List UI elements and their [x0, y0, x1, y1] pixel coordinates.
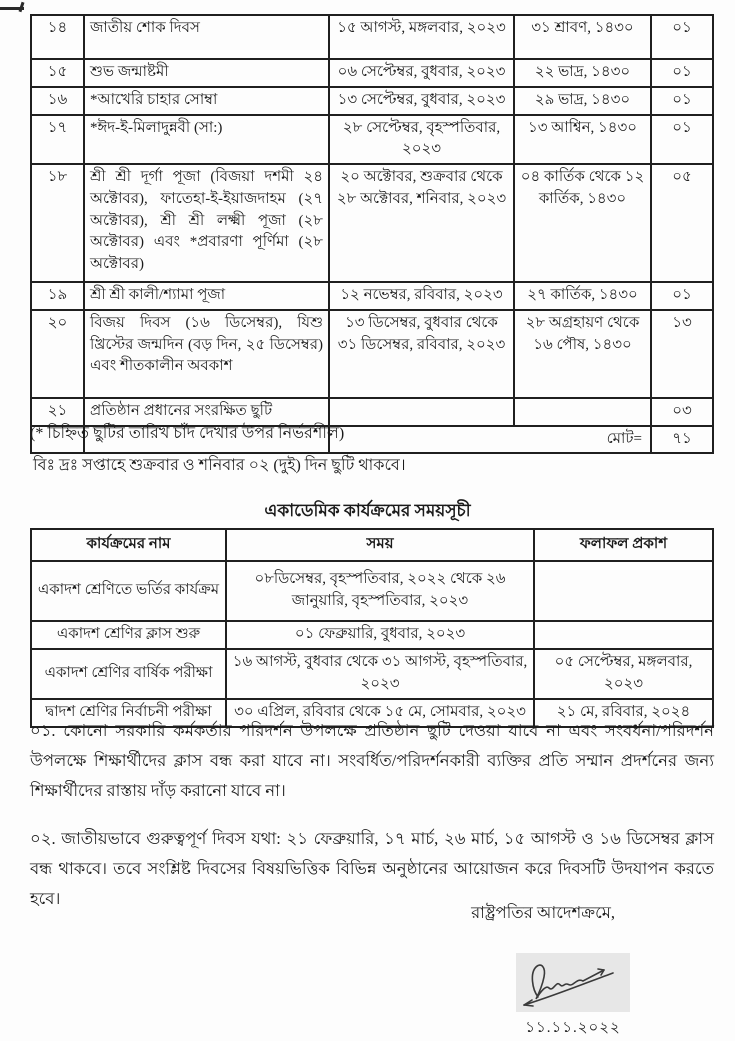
days-count: ০১: [651, 15, 713, 59]
table-row: [31, 59, 713, 87]
days-count: ০৩: [651, 398, 713, 426]
serial-number: ১৮: [31, 164, 84, 282]
table-row: [31, 649, 713, 699]
holiday-name: শ্রী শ্রী কালী/শ্যামা পূজা: [84, 282, 329, 310]
signature-image: [516, 953, 630, 1012]
column-header-name: কার্যক্রমের নাম: [31, 529, 226, 561]
holiday-name: প্রতিষ্ঠান প্রধানের সংরক্ষিত ছুটি: [84, 398, 329, 426]
bangla-date: [514, 398, 651, 426]
serial-number: ১৭: [31, 115, 84, 165]
days-count: ১৩: [651, 310, 713, 398]
notice-paragraph-1: ০১. কোনো সরকারি কর্মকর্তার পরিদর্শন উপলক্ষে প্রতিষ্ঠান ছুটি দেওয়া যাবে না এবং সংবর্ধনা/পরিদর্শন উপলক্ষে শিক্ষার্থীদের ক্লাস বন্ধ করা যাবে না। সংবর্ধিত/পরিদর্শনকারী ব্যক্তির প্রতি সম্মান প্রদর্শনের জন্য শিক্ষার্থীদের রাস্তায় দাঁড় করানো যাবে না।: [30, 721, 714, 800]
bangla-date: ২৭ কার্তিক, ১৪৩০: [514, 282, 651, 310]
table-row: [31, 561, 713, 621]
bangla-date: ২৯ ভাদ্র, ১৪৩০: [514, 87, 651, 115]
holiday-date: ১৩ ডিসেম্বর, বুধবার থেকে ৩১ ডিসেম্বর, রবিবার, ২০২৩: [329, 310, 514, 398]
holiday-date: ১২ নভেম্বর, রবিবার, ২০২৩: [329, 282, 514, 310]
serial-number: ১৬: [31, 87, 84, 115]
days-count: ০১: [651, 282, 713, 310]
academic-schedule-table: [30, 528, 714, 728]
holiday-name: *আখেরি চাহার সোম্বা: [84, 87, 329, 115]
days-count: ০১: [651, 115, 713, 165]
bangla-date: ১৩ আশ্বিন, ১৪৩০: [514, 115, 651, 165]
table-row: [31, 282, 713, 310]
table-row: [31, 310, 713, 398]
total-days: ৭১: [651, 426, 713, 454]
by-order-of-president-text: রাষ্ট্রপতির আদেশক্রমে,: [471, 903, 615, 922]
holiday-name: জাতীয় শোক দিবস: [84, 15, 329, 59]
academic-schedule-title: একাডেমিক কার্যক্রমের সময়সূচী: [264, 501, 471, 520]
activity-time: ৩০ এপ্রিল, রবিবার থেকে ১৫ মে, সোমবার, ২০২৩: [226, 699, 534, 727]
result-date: [534, 561, 713, 621]
moon-dependency-note: (* চিহ্নিত ছুটির তারিখ চাঁদ দেখার উপর নির্ভরশীল): [30, 425, 345, 442]
result-date: ০৫ সেপ্টেম্বর, মঙ্গলবার, ২০২৩: [534, 649, 713, 699]
total-label: মোট=: [329, 426, 651, 454]
holiday-date: ১৩ সেপ্টেম্বর, বুধবার, ২০২৩: [329, 87, 514, 115]
table-row: [31, 87, 713, 115]
activity-time: ১৬ আগস্ট, বুধবার থেকে ৩১ আগস্ট, বৃহস্পতিবার, ২০২৩: [226, 649, 534, 699]
activity-name: একাদশ শ্রেণির ক্লাস শুরু: [31, 621, 226, 649]
activity-name: একাদশ শ্রেণির বার্ষিক পরীক্ষা: [31, 649, 226, 699]
serial-number: ২০: [31, 310, 84, 398]
signature-strokes: [516, 953, 630, 1012]
holiday-date: ০৬ সেপ্টেম্বর, বুধবার, ২০২৩: [329, 59, 514, 87]
days-count: ০৫: [651, 164, 713, 282]
table-row: [31, 15, 713, 59]
holiday-name: বিজয় দিবস (১৬ ডিসেম্বর), যিশু খ্রিস্টের জন্মদিন (বড় দিন, ২৫ ডিসেম্বর) এবং শীতকালীন অবকাশ: [84, 310, 329, 398]
result-date: ২১ মে, রবিবার, ২০২৪: [534, 699, 713, 727]
holiday-date: [329, 398, 514, 426]
table-row: [31, 164, 713, 282]
holiday-date: ১৫ আগস্ট, মঙ্গলবার, ২০২৩: [329, 15, 514, 59]
activity-time: ০১ ফেব্রুয়ারি, বুধবার, ২০২৩: [226, 621, 534, 649]
column-header-time: সময়: [226, 529, 534, 561]
notice-paragraph-2: ০২. জাতীয়ভাবে গুরুত্বপূর্ণ দিবস যথা: ২১ ফেব্রুয়ারি, ১৭ মার্চ, ২৬ মার্চ, ১৫ আগস্ট ও ১৬ ডিসেম্বর ক্লাস বন্ধ থাকবে। তবে সংশ্লিষ্ট দিবসের বিষয়ভিত্তিক বিভিন্ন অনুষ্ঠানের আয়োজন করে দিবসটি উদযাপন করতে হবে।: [30, 829, 714, 908]
result-date: [534, 621, 713, 649]
serial-number: ১৫: [31, 59, 84, 87]
holiday-name: *ঈদ-ই-মিলাদুন্নবী (সা:): [84, 115, 329, 165]
bangla-date: ২২ ভাদ্র, ১৪৩০: [514, 59, 651, 87]
holiday-date: ২৮ সেপ্টেম্বর, বৃহস্পতিবার, ২০২৩: [329, 115, 514, 165]
signature-date: ১১.১১.২০২২: [525, 1020, 621, 1036]
column-header-result: ফলাফল প্রকাশ: [534, 529, 713, 561]
days-count: ০১: [651, 87, 713, 115]
serial-number: ১৪: [31, 15, 84, 59]
bangla-date: ৩১ শ্রাবণ, ১৪৩০: [514, 15, 651, 59]
activity-time: ০৮ডিসেম্বর, বৃহস্পতিবার, ২০২২ থেকে ২৬ জানুয়ারি, বৃহস্পতিবার, ২০২৩: [226, 561, 534, 621]
holiday-name: শুভ জন্মাষ্টমী: [84, 59, 329, 87]
activity-name: দ্বাদশ শ্রেণির নির্বাচনী পরীক্ষা: [31, 699, 226, 727]
table-row: [31, 115, 713, 165]
holiday-name: শ্রী শ্রী দূর্গা পূজা (বিজয়া দশমী ২৪ অক্টোবর), ফাতেহা-ই-ইয়াজদাহম (২৭ অক্টোবর), শ্রী শ্রী লক্ষ্মী পূজা (২৮ অক্টোবর) এবং *প্রবারণা পূর্ণিমা (২৮ অক্টোবর): [84, 164, 329, 282]
weekend-note: বিঃ দ্রঃ সপ্তাহে শুক্রবার ও শনিবার ০২ (দুই) দিন ছুটি থাকবে।: [33, 457, 406, 474]
holiday-date: ২০ অক্টোবর, শুক্রবার থেকে ২৮ অক্টোবর, শনিবার, ২০২৩: [329, 164, 514, 282]
activity-name: একাদশ শ্রেণিতে ভর্তির কার্যক্রম: [31, 561, 226, 621]
bangla-date: ২৮ অগ্রহায়ণ থেকে ১৬ পৌষ, ১৪৩০: [514, 310, 651, 398]
serial-number: ২১: [31, 398, 84, 426]
header-row: [31, 529, 713, 561]
serial-number: ১৯: [31, 282, 84, 310]
bangla-date: ০৪ কার্তিক থেকে ১২ কার্তিক, ১৪৩০: [514, 164, 651, 282]
table-row: [31, 621, 713, 649]
holiday-table: [30, 14, 714, 454]
days-count: ০১: [651, 59, 713, 87]
